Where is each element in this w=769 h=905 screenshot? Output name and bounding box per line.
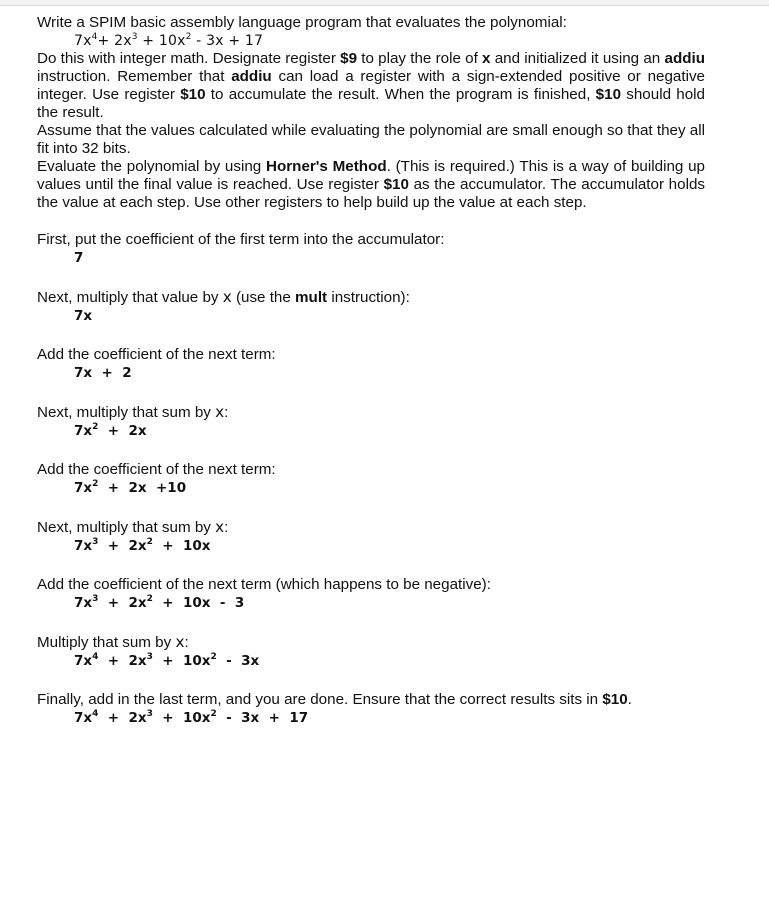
polynomial-formula: $7x^4+ 2x^3 + 10x^2 - 3x + 17$ [74, 32, 264, 49]
step-lead: Add the coefficient of the next term: [37, 461, 276, 478]
step-1 [37, 231, 705, 268]
step-lead: Add the coefficient of the next term (which happens to be negative): [37, 576, 491, 593]
step-9 [37, 691, 705, 728]
step-expression: $7x^4 + 2x^3 + 10x^2 - 3x + 17$ [74, 709, 309, 726]
step-3 [37, 346, 705, 383]
step-expression: 7x [74, 308, 93, 324]
step-lead: Next, multiply that sum by x: [37, 518, 229, 536]
step-lead: First, put the coefficient of the first term into the accumulator: [37, 231, 445, 248]
step-expression: $7x^3 + 2x^2 + 10x$ [74, 537, 211, 554]
step-lead: Finally, add in the last term, and you are done. Ensure that the correct results sits in $10. [37, 691, 632, 708]
assumption-paragraph: Assume that the values calculated while evaluating the polynomial are small enough so that they all fit into 32 bits. [37, 122, 705, 157]
step-6 [37, 518, 705, 556]
step-expression: $7x^3 + 2x^2 + 10x - 3$ [74, 594, 245, 611]
step-expression: $7x^4 + 2x^3 + 10x^2 - 3x$ [74, 652, 260, 669]
step-expression: 7x + 2 [74, 365, 132, 381]
step-expression: $7x^2 + 2x +10$ [74, 479, 187, 496]
step-lead: Next, multiply that sum by x: [37, 403, 229, 421]
step-5 [37, 461, 705, 498]
step-lead: Add the coefficient of the next term: [37, 346, 276, 363]
step-4 [37, 403, 705, 441]
horner-paragraph: Evaluate the polynomial by using Horner's Method. (This is required.) This is a way of building up values until the final value is reached. Use register $10 as the accumulator. The accumulator holds the value at each step. Use other registers to help build up the value at each step. [37, 158, 705, 211]
step-8 [37, 633, 705, 671]
intro-text: Write a SPIM basic assembly language program that evaluates the polynomial: [37, 14, 567, 31]
step-expression: 7 [74, 250, 84, 266]
assignment-document [37, 14, 705, 728]
instructions-paragraph: Do this with integer math. Designate register $9 to play the role of x and initialized it using an addiu instruction. Remember that addiu can load a register with a sign-extended positive or negative integer. Use register $10 to accumulate the result. When the program is finished, $10 should hold the result. [37, 50, 705, 121]
page-top-border [0, 0, 769, 6]
step-expression: $7x^2 + 2x$ [74, 422, 147, 439]
step-lead: Multiply that sum by x: [37, 633, 189, 651]
step-lead: Next, multiply that value by x (use the mult instruction): [37, 288, 410, 306]
step-7 [37, 576, 705, 613]
step-2 [37, 288, 705, 326]
